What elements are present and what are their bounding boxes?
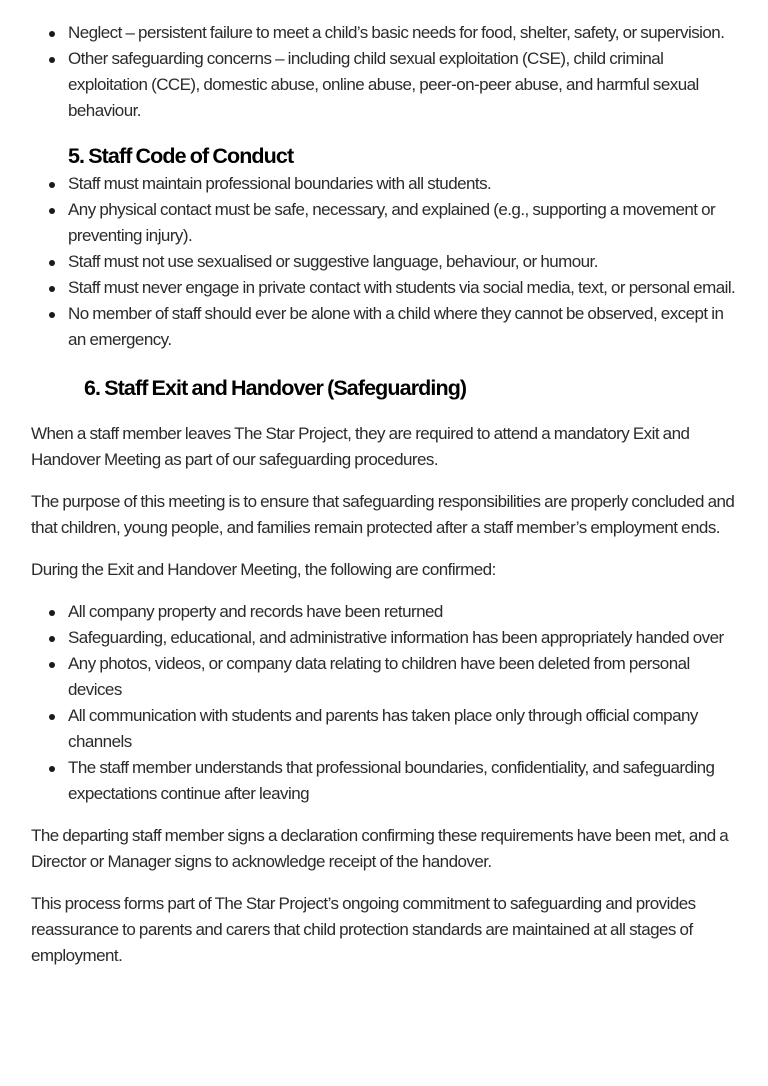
list-item: Staff must never engage in private contact with students via social media, text, or personal email. [31, 275, 741, 301]
paragraph-declaration: The departing staff member signs a declaration confirming these requirements have been met, and a Director or Manager signs to acknowledge receipt of the handover. [31, 826, 729, 871]
handover-confirmation-list [31, 599, 741, 807]
list-item: All company property and records have been returned [31, 599, 741, 625]
list-item: Staff must not use sexualised or suggestive language, behaviour, or humour. [31, 249, 741, 275]
paragraph-during: During the Exit and Handover Meeting, the following are confirmed: [31, 560, 496, 579]
list-item: Any photos, videos, or company data relating to children have been deleted from personal devices [31, 651, 741, 703]
list-item-neglect: Neglect – persistent failure to meet a child’s basic needs for food, shelter, safety, or supervision. [31, 20, 741, 46]
list-item: The staff member understands that professional boundaries, confidentiality, and safeguarding expectations continue after leaving [31, 755, 741, 807]
list-item-other-concerns: Other safeguarding concerns – including child sexual exploitation (CSE), child criminal exploitation (CCE), domestic abuse, online abuse, peer-on-peer abuse, and harmful sexual behaviour. [31, 46, 741, 124]
list-item: No member of staff should ever be alone with a child where they cannot be observed, except in an emergency. [31, 301, 741, 353]
paragraph-purpose: The purpose of this meeting is to ensure that safeguarding responsibilities are properly concluded and that children, young people, and families remain protected after a staff member’s employment ends. [31, 492, 735, 537]
abuse-types-list [31, 0, 741, 124]
paragraph-intro: When a staff member leaves The Star Project, they are required to attend a mandatory Exit and Handover Meeting as part of our safeguarding procedures. [31, 424, 690, 469]
list-item: Any physical contact must be safe, necessary, and explained (e.g., supporting a movement or preventing injury). [31, 197, 741, 249]
code-of-conduct-list [31, 171, 741, 353]
list-item: Safeguarding, educational, and administrative information has been appropriately handed over [31, 625, 741, 651]
section-heading-exit-handover: 6. Staff Exit and Handover (Safeguarding) [84, 376, 467, 400]
section-heading-code-of-conduct: 5. Staff Code of Conduct [68, 144, 294, 168]
paragraph-commitment: This process forms part of The Star Project’s ongoing commitment to safeguarding and provides reassurance to parents and carers that child protection standards are maintained at all stages of employment. [31, 894, 696, 965]
list-item: All communication with students and parents has taken place only through official company channels [31, 703, 741, 755]
list-item: Staff must maintain professional boundaries with all students. [31, 171, 741, 197]
